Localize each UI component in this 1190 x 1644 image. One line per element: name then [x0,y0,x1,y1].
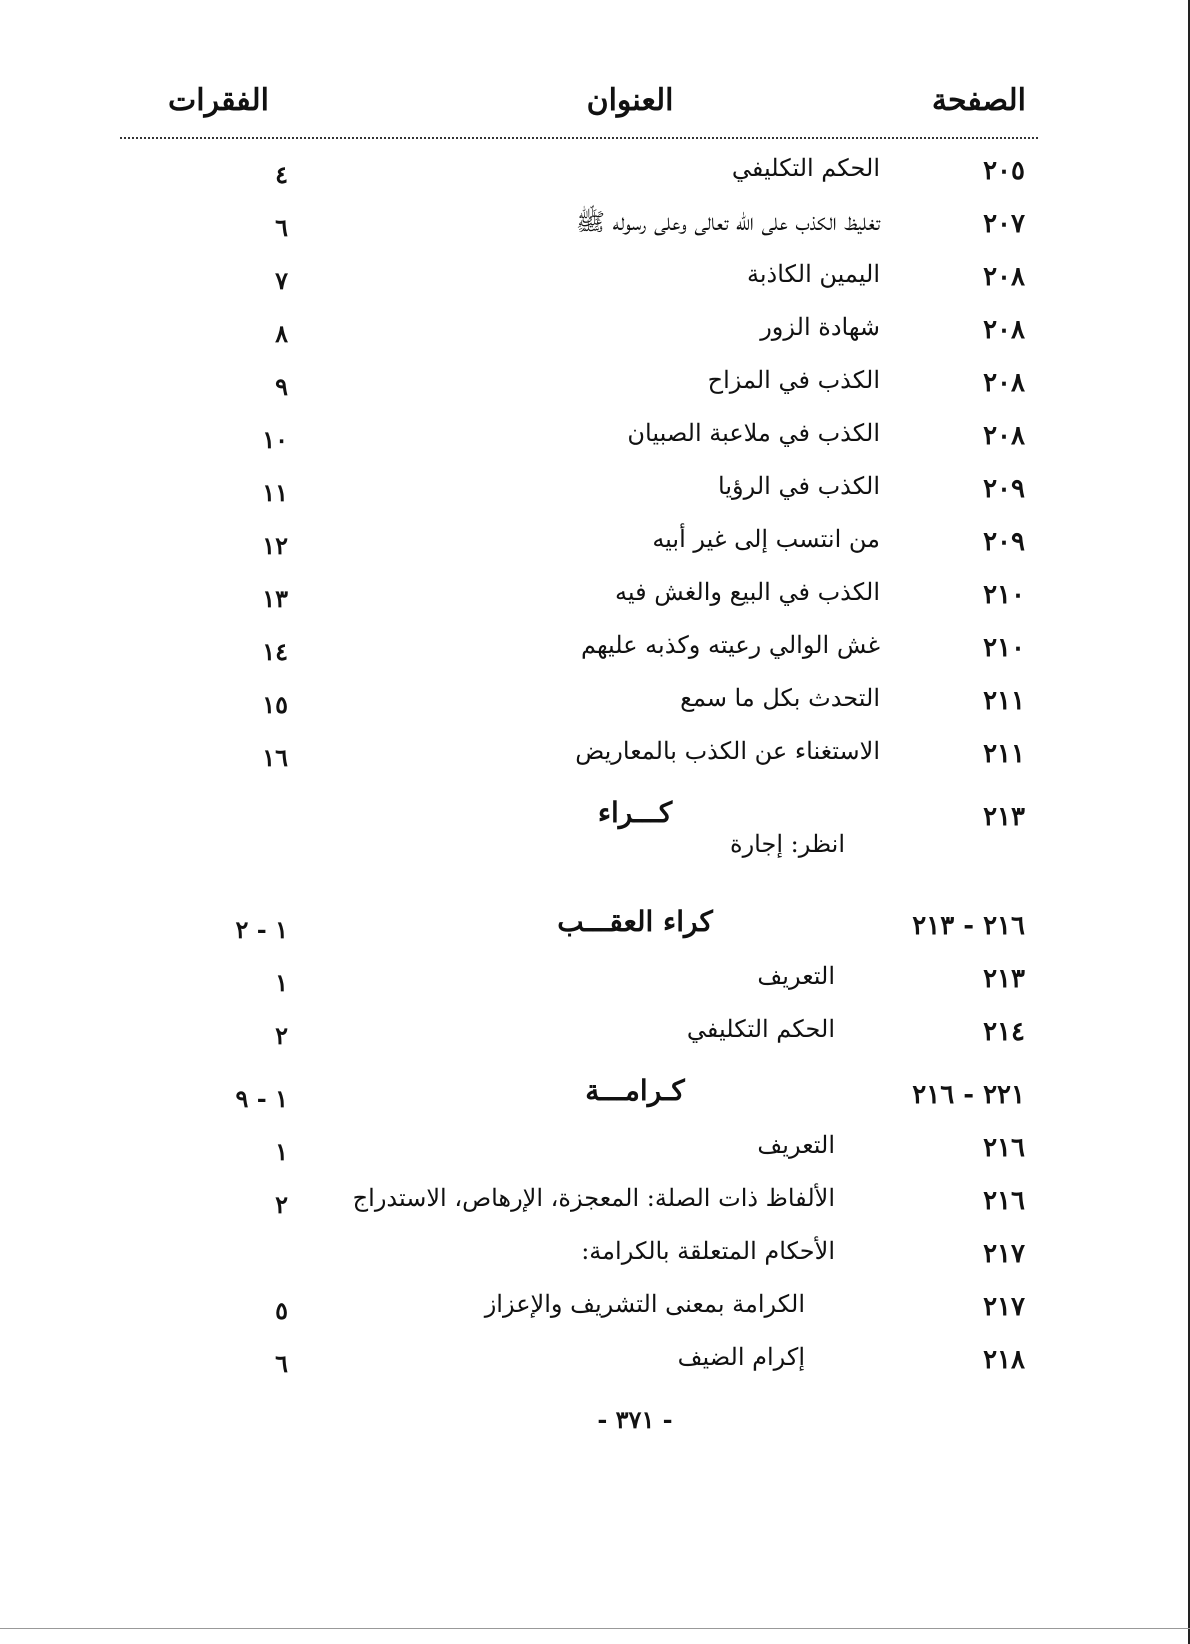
page-number: ٢١٠ [983,580,1025,610]
section-title-text: كراء العقـــب [557,905,713,938]
page-number: ٢٠٨ [983,368,1025,398]
index-row [0,574,1190,626]
section-title [0,905,1190,938]
entry-title: إكرام الضيف [677,1343,805,1371]
entry-title: اليمين الكاذبة [746,260,880,288]
index-row [0,521,1190,573]
section-title-text: كـرامـــة [585,1074,685,1107]
paragraph-ref: ١١ [262,478,288,507]
index-row [0,1286,1190,1338]
entry-title: الكذب في ملاعبة الصبيان [627,419,880,447]
entry-title: تغليظ الكذب على الله تعالى وعلى رسوله ﷺ [576,208,880,236]
entry-title: الأحكام المتعلقة بالكرامة: [581,1237,835,1265]
page-footer-number: - ٣٧١ - [597,1405,673,1434]
page-number: ٢١٧ [983,1292,1025,1322]
paragraph-ref: ٥ [275,1296,288,1325]
page-number: ٢١٤ [983,1017,1025,1047]
page-number: ٢١٦ [983,1133,1025,1163]
page-number: ٢٠٥ [983,156,1025,186]
section-title [0,796,1190,829]
page-number: ٢١٣ [983,964,1025,994]
index-row [0,958,1190,1010]
section-heading-kiraa-aqab [0,905,1190,957]
section-heading-karama [0,1074,1190,1126]
paragraph-ref: ١٣ [262,584,288,613]
entry-title: الحكم التكليفي [731,154,880,182]
paragraph-ref: ٦ [275,213,288,242]
paragraph-ref: ٢ [275,1190,288,1219]
entry-title: الكذب في البيع والغش فيه [615,578,880,606]
page-number: ٢١١ [983,686,1025,716]
index-row [0,1339,1190,1391]
page-number: ٢١٦ [983,1186,1025,1216]
page-number: ٢١٣ [983,802,1025,832]
paragraph-ref: ٧ [275,266,288,295]
index-row [0,733,1190,785]
index-row [0,468,1190,520]
page-number: ٢٠٨ [983,421,1025,451]
index-row [0,680,1190,732]
page-number: ٢٠٨ [983,262,1025,292]
entry-title: الألفاظ ذات الصلة: المعجزة، الإرهاص، الاستدراج [352,1184,835,1212]
paragraph-ref: ٤ [275,160,288,189]
paragraph-ref: ١٢ [262,531,288,560]
section-heading-kiraa [0,796,1190,848]
entry-title: التعريف [757,1131,835,1159]
paragraph-ref: ١ [275,968,288,997]
page-range: ٢١٦ - ٢١٣ [912,911,1025,941]
page-number: ٢١٧ [983,1239,1025,1269]
page-number: ٢١١ [983,739,1025,769]
page-range: ٢٢١ - ٢١٦ [912,1080,1025,1110]
header-paragraphs-label: الفقرات [168,83,269,118]
paragraph-ref: ١٥ [262,690,288,719]
index-header [120,75,1038,139]
page-number: ٢٠٩ [983,527,1025,557]
index-row [0,1180,1190,1232]
index-row [0,309,1190,361]
index-row [0,1233,1190,1285]
entry-title: الكذب في المزاح [707,366,880,394]
paragraph-ref: ١٠ [262,425,288,454]
see-also-reference: انظر: إجارة [730,830,845,858]
paragraph-range: ١ - ٩ [235,1084,288,1113]
paragraph-ref: ١ [275,1137,288,1166]
entry-title: الاستغناء عن الكذب بالمعاريض [575,737,880,765]
entry-title: التعريف [757,962,835,990]
entry-title: الكذب في الرؤيا [718,472,880,500]
page-number: ٢٠٩ [983,474,1025,504]
paragraph-ref: ٢ [275,1021,288,1050]
index-row [0,1011,1190,1063]
entry-title: شهادة الزور [760,313,880,341]
index-row [0,1127,1190,1179]
paragraph-ref: ٨ [275,319,288,348]
paragraph-ref: ٦ [275,1349,288,1378]
section-title [0,1074,1190,1107]
entry-title: من انتسب إلى غير أبيه [652,525,880,553]
entry-title: الكرامة بمعنى التشريف والإعزاز [484,1290,805,1318]
section-title-text: كـــراء [597,796,673,829]
index-row [0,256,1190,308]
paragraph-ref: ٩ [275,372,288,401]
paragraph-ref: ١٤ [262,637,288,666]
entry-title: الحكم التكليفي [686,1015,835,1043]
index-row [0,627,1190,679]
paragraph-ref: ١٦ [262,743,288,772]
header-title-label: العنوان [586,83,674,118]
page-number: ٢٠٨ [983,315,1025,345]
entry-title: التحدث بكل ما سمع [680,684,880,712]
page-number: ٢١٨ [983,1345,1025,1375]
page-number: ٢٠٧ [983,209,1025,239]
paragraph-range: ١ - ٢ [235,915,288,944]
header-page-label: الصفحة [931,83,1026,118]
index-row [0,415,1190,467]
index-row [0,203,1190,255]
entry-title: غش الوالي رعيته وكذبه عليهم [581,631,880,659]
index-row [0,362,1190,414]
scan-line [0,1628,1190,1629]
index-row [0,150,1190,202]
page-number: ٢١٠ [983,633,1025,663]
